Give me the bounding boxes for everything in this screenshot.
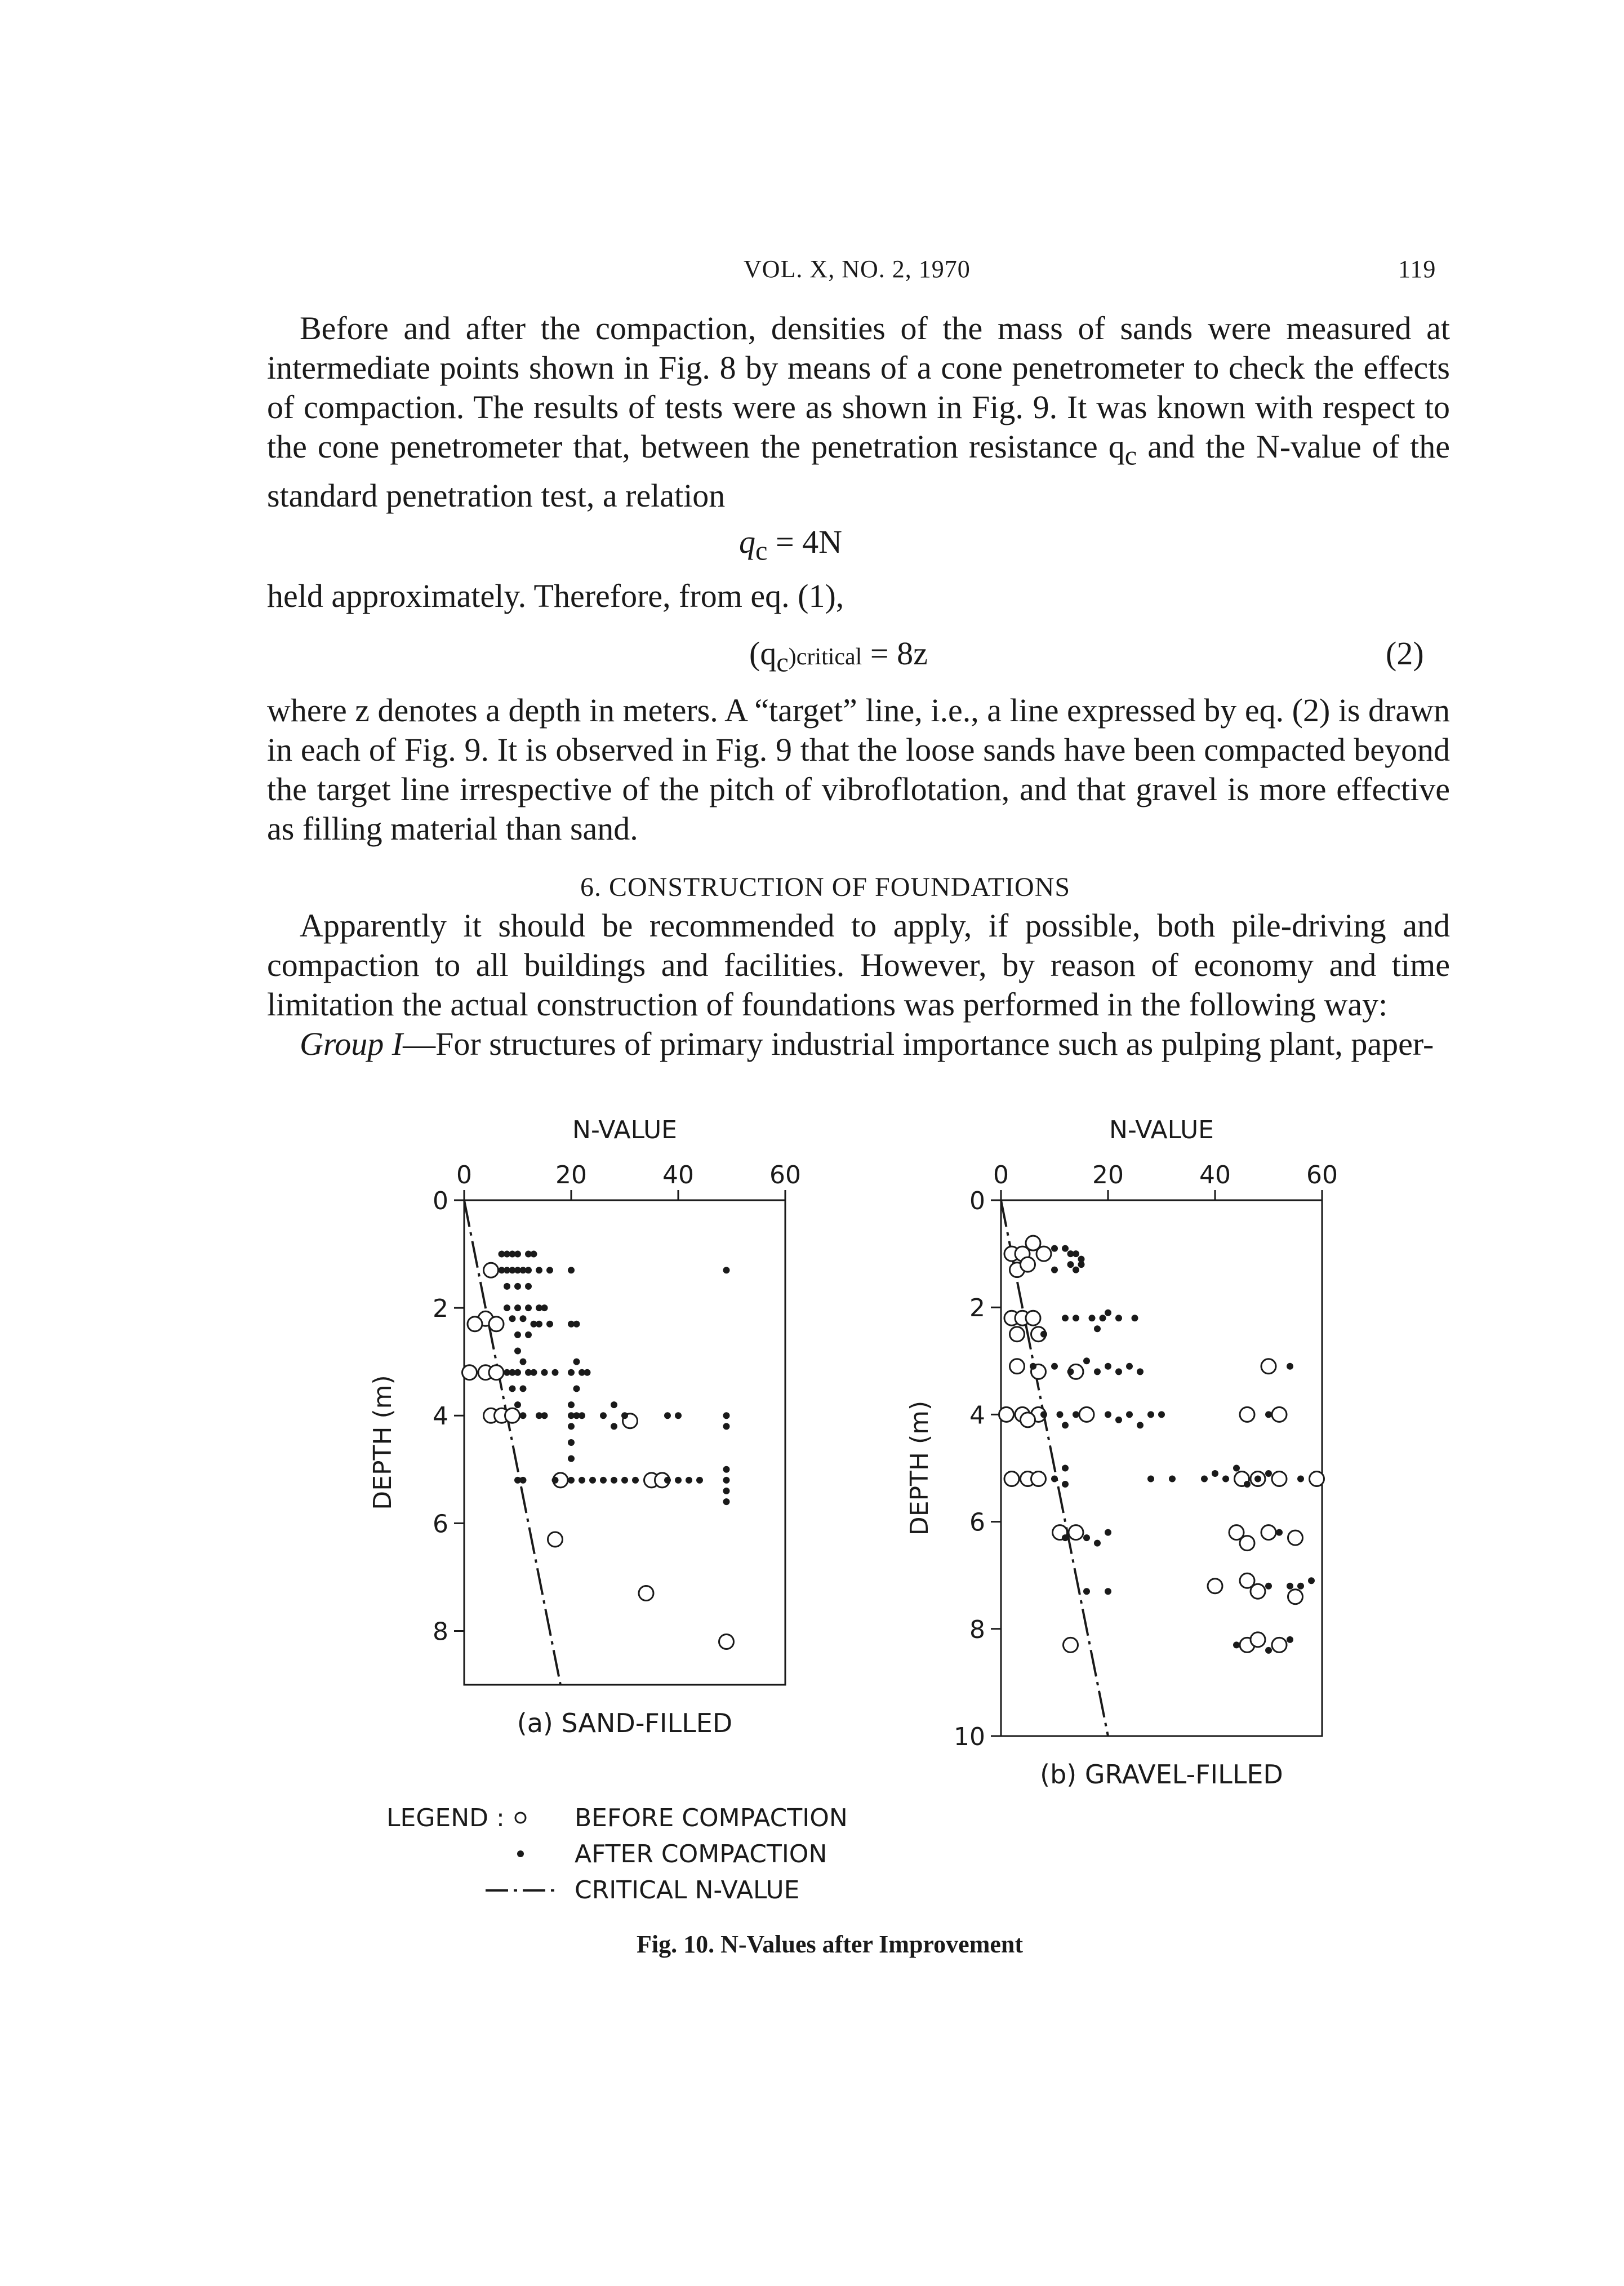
after-compaction-point [1040, 1331, 1047, 1338]
before-compaction-point [489, 1317, 504, 1331]
paragraph-held-approximately [267, 576, 1450, 616]
after-compaction-point [520, 1477, 527, 1484]
running-head-title: VOL. X, NO. 2, 1970 [744, 255, 971, 283]
before-compaction-point [1004, 1472, 1019, 1486]
before-compaction-point [489, 1365, 504, 1380]
after-compaction-point [509, 1385, 516, 1392]
y-tick-label: 2 [433, 1294, 448, 1324]
after-compaction-point [1169, 1476, 1176, 1482]
legend-circle-icon [515, 1813, 526, 1823]
y-tick-label: 2 [969, 1294, 985, 1323]
legend [386, 1804, 848, 1905]
paragraph-text: —For structures of primary industrial importance such as pulping plant, paper- [403, 1026, 1434, 1062]
after-compaction-point [568, 1455, 575, 1462]
after-compaction-point [1265, 1583, 1272, 1590]
after-compaction-point [1233, 1641, 1240, 1648]
before-compaction-point [999, 1407, 1014, 1422]
before-compaction-point [548, 1532, 563, 1547]
before-compaction-point [1272, 1472, 1287, 1486]
before-compaction-point [1069, 1525, 1083, 1540]
after-compaction-point [1308, 1577, 1315, 1584]
after-compaction-point [1078, 1261, 1085, 1268]
after-compaction-point [1062, 1465, 1069, 1472]
x-axis-title: N-VALUE [1109, 1116, 1214, 1144]
after-compaction-point [1287, 1363, 1293, 1370]
after-compaction-point [1105, 1411, 1111, 1418]
after-compaction-point [568, 1439, 575, 1446]
after-compaction-point [1297, 1476, 1304, 1482]
after-compaction-point [573, 1359, 580, 1365]
after-compaction-point [1265, 1647, 1272, 1654]
after-compaction-point [552, 1477, 559, 1484]
after-compaction-point [611, 1401, 617, 1408]
x-tick-label: 40 [662, 1161, 694, 1189]
after-compaction-point [1067, 1368, 1074, 1375]
panel-sand-filled [368, 1116, 801, 1738]
after-compaction-point [568, 1423, 575, 1430]
after-compaction-point [1222, 1476, 1229, 1482]
paragraph-text: where z denotes a depth in meters. A “target” line, i.e., a line expressed by eq. (2) is drawn in each of Fig. 9. It is observed in Fig. 9 that the loose sands have been compacted beyond the target line irrespective of the pitch of vibroflotation, and that gravel is more effective as filling material than sand. [267, 692, 1450, 847]
after-compaction-point [675, 1477, 682, 1484]
y-tick-label: 10 [954, 1723, 985, 1751]
after-compaction-point [723, 1488, 730, 1494]
after-compaction-point [686, 1477, 692, 1484]
after-compaction-point [664, 1477, 671, 1484]
after-compaction-point [525, 1331, 532, 1338]
x-tick-label: 60 [769, 1161, 801, 1189]
after-compaction-point [568, 1369, 575, 1376]
after-compaction-point [1137, 1368, 1144, 1375]
after-compaction-point [1083, 1588, 1090, 1595]
after-compaction-point [1147, 1411, 1154, 1418]
panel-gravel-filled [905, 1116, 1338, 1790]
after-compaction-point [1276, 1529, 1283, 1536]
legend-critical: CRITICAL N-VALUE [575, 1876, 800, 1905]
after-compaction-point [611, 1477, 617, 1484]
after-compaction-point [514, 1304, 521, 1311]
after-compaction-point [621, 1477, 628, 1484]
before-compaction-point [468, 1317, 482, 1331]
eq-sub: c [755, 536, 768, 566]
x-tick-label: 60 [1306, 1161, 1338, 1189]
after-compaction-point [504, 1304, 510, 1311]
eq-critical: )critical [788, 644, 862, 670]
after-compaction-point [579, 1412, 585, 1419]
after-compaction-point [1067, 1261, 1074, 1268]
y-tick-label: 6 [969, 1508, 985, 1537]
after-compaction-point [531, 1369, 537, 1376]
legend-dot-icon [517, 1850, 524, 1857]
after-compaction-point [568, 1477, 575, 1484]
before-compaction-point [1310, 1472, 1324, 1486]
paragraph-text: Apparently it should be recommended to apply, if possible, both pile-driving and compaction to all buildings and facilities. However, by reason of economy and time limitation the actual construction of foundations was performed in the following way: [267, 907, 1450, 1023]
eq-sub: c [776, 647, 789, 678]
after-compaction-point [1094, 1368, 1101, 1375]
after-compaction-point [611, 1423, 617, 1430]
equation-number: (2) [1386, 635, 1424, 672]
before-compaction-point [1031, 1472, 1046, 1486]
legend-before: BEFORE COMPACTION [575, 1804, 848, 1832]
after-compaction-point [1062, 1315, 1069, 1321]
before-compaction-point [1010, 1327, 1025, 1342]
after-compaction-point [514, 1348, 521, 1355]
after-compaction-point [1051, 1363, 1058, 1370]
y-tick-label: 6 [433, 1510, 448, 1539]
after-compaction-point [1287, 1636, 1293, 1643]
paragraph-text: held approximately. Therefore, from eq. (1), [267, 578, 844, 614]
before-compaction-point [1261, 1525, 1276, 1540]
before-compaction-point [1272, 1637, 1287, 1652]
x-tick-label: 20 [1092, 1161, 1124, 1189]
after-compaction-point [1115, 1417, 1122, 1423]
x-tick-label: 0 [993, 1161, 1009, 1189]
after-compaction-point [664, 1412, 671, 1419]
equation-1 [739, 523, 842, 567]
before-compaction-point [505, 1408, 520, 1423]
after-compaction-point [1158, 1411, 1165, 1418]
after-compaction-point [1083, 1357, 1090, 1364]
figure-n-values [0, 1104, 1624, 1983]
after-compaction-point [509, 1315, 516, 1322]
before-compaction-point [1079, 1407, 1094, 1422]
after-compaction-point [1073, 1267, 1079, 1273]
after-compaction-point [1051, 1267, 1058, 1273]
after-compaction-point [1062, 1534, 1069, 1541]
after-compaction-point [723, 1267, 730, 1273]
after-compaction-point [1094, 1325, 1101, 1332]
y-tick-label: 0 [433, 1187, 448, 1215]
paragraph-group-i [267, 1024, 1450, 1064]
after-compaction-point [568, 1267, 575, 1273]
before-compaction-point [1208, 1579, 1222, 1593]
after-compaction-point [1073, 1315, 1079, 1321]
before-compaction-point [1240, 1536, 1254, 1551]
after-compaction-point [600, 1477, 607, 1484]
after-compaction-point [1254, 1476, 1261, 1482]
after-compaction-point [541, 1369, 548, 1376]
after-compaction-point [1051, 1245, 1058, 1252]
after-compaction-point [531, 1251, 537, 1258]
after-compaction-point [1073, 1411, 1079, 1418]
paragraph-target-line [267, 691, 1450, 849]
x-tick-label: 20 [555, 1161, 587, 1189]
after-compaction-point [541, 1304, 548, 1311]
equation-2 [749, 634, 928, 678]
legend-title: LEGEND : [386, 1804, 505, 1832]
after-compaction-point [600, 1412, 607, 1419]
after-compaction-point [696, 1477, 703, 1484]
after-compaction-point [1212, 1470, 1218, 1477]
group-label: Group I [300, 1026, 403, 1062]
after-compaction-point [1083, 1534, 1090, 1541]
after-compaction-point [723, 1498, 730, 1505]
legend-after: AFTER COMPACTION [575, 1840, 827, 1868]
before-compaction-point [1021, 1413, 1035, 1427]
y-tick-label: 4 [969, 1401, 985, 1430]
before-compaction-point [1240, 1407, 1254, 1422]
plot-frame [1001, 1200, 1322, 1736]
after-compaction-point [514, 1369, 521, 1376]
after-compaction-point [1233, 1465, 1240, 1472]
after-compaction-point [589, 1477, 596, 1484]
after-compaction-point [573, 1321, 580, 1328]
before-compaction-point [1251, 1632, 1265, 1647]
after-compaction-point [552, 1369, 559, 1376]
after-compaction-point [1105, 1310, 1111, 1316]
after-compaction-point [514, 1401, 521, 1408]
after-compaction-point [536, 1321, 542, 1328]
after-compaction-point [525, 1283, 532, 1290]
after-compaction-point [1137, 1422, 1144, 1428]
panel-title: (a) SAND-FILLED [517, 1708, 733, 1738]
after-compaction-point [1244, 1481, 1251, 1488]
after-compaction-point [1062, 1245, 1069, 1252]
before-compaction-point [1021, 1257, 1035, 1272]
after-compaction-point [573, 1385, 580, 1392]
before-compaction-point [462, 1365, 477, 1380]
after-compaction-point [568, 1401, 575, 1408]
after-compaction-point [1062, 1481, 1069, 1488]
after-compaction-point [723, 1423, 730, 1430]
figure-caption: Fig. 10. N-Values after Improvement [637, 1930, 1023, 1958]
y-tick-label: 8 [433, 1617, 448, 1646]
paragraph-construction [267, 906, 1450, 1024]
before-compaction-point [1272, 1407, 1287, 1422]
subscript: c [1124, 441, 1137, 471]
eq-lhs: (q [749, 635, 777, 672]
critical-n-value-line [1001, 1200, 1108, 1736]
after-compaction-point [1051, 1476, 1058, 1482]
page-number: 119 [1398, 255, 1436, 283]
paragraph-text-tail: and the N-value of the standard penetration test, a relation [267, 428, 1450, 514]
after-compaction-point [520, 1315, 527, 1322]
after-compaction-point [621, 1412, 628, 1419]
after-compaction-point [723, 1466, 730, 1473]
after-compaction-point [1297, 1583, 1304, 1590]
after-compaction-point [1147, 1476, 1154, 1482]
after-compaction-point [1105, 1363, 1111, 1370]
before-compaction-point [639, 1586, 653, 1601]
after-compaction-point [723, 1412, 730, 1419]
after-compaction-point [541, 1412, 548, 1419]
after-compaction-point [1126, 1411, 1133, 1418]
after-compaction-point [1132, 1315, 1138, 1321]
eq-rhs: = 8z [862, 635, 928, 672]
before-compaction-point [1010, 1359, 1025, 1374]
after-compaction-point [514, 1251, 521, 1258]
before-compaction-point [1261, 1359, 1276, 1374]
panel-title: (b) GRAVEL-FILLED [1040, 1759, 1283, 1790]
after-compaction-point [1073, 1250, 1079, 1257]
after-compaction-point [525, 1304, 532, 1311]
after-compaction-point [1105, 1529, 1111, 1536]
after-compaction-point [1030, 1363, 1036, 1370]
before-compaction-point [1026, 1311, 1040, 1325]
before-compaction-point [1251, 1584, 1265, 1599]
before-compaction-point [1036, 1246, 1051, 1261]
y-axis-title: DEPTH (m) [368, 1375, 397, 1510]
after-compaction-point [1126, 1363, 1133, 1370]
after-compaction-point [525, 1267, 532, 1273]
after-compaction-point [675, 1412, 682, 1419]
after-compaction-point [1287, 1583, 1293, 1590]
before-compaction-point [1288, 1530, 1303, 1545]
x-tick-label: 40 [1199, 1161, 1231, 1189]
paragraph-compaction-tests [267, 309, 1450, 516]
after-compaction-point [632, 1477, 639, 1484]
before-compaction-point [484, 1263, 499, 1277]
after-compaction-point [520, 1385, 527, 1392]
x-axis-title: N-VALUE [572, 1116, 677, 1144]
after-compaction-point [504, 1283, 510, 1290]
after-compaction-point [1105, 1588, 1111, 1595]
after-compaction-point [1115, 1315, 1122, 1321]
after-compaction-point [520, 1359, 527, 1365]
after-compaction-point [514, 1331, 521, 1338]
after-compaction-point [520, 1412, 527, 1419]
after-compaction-point [1089, 1315, 1096, 1321]
after-compaction-point [1265, 1411, 1272, 1418]
after-compaction-point [514, 1283, 521, 1290]
after-compaction-point [1265, 1470, 1272, 1477]
after-compaction-point [579, 1477, 585, 1484]
after-compaction-point [1057, 1411, 1064, 1418]
y-tick-label: 0 [969, 1187, 985, 1215]
after-compaction-point [1115, 1368, 1122, 1375]
after-compaction-point [1100, 1315, 1106, 1321]
after-compaction-point [723, 1477, 730, 1484]
after-compaction-point [1094, 1540, 1101, 1547]
eq-rhs: = 4N [767, 523, 843, 560]
after-compaction-point [584, 1369, 591, 1376]
after-compaction-point [546, 1321, 553, 1328]
x-tick-label: 0 [456, 1161, 472, 1189]
after-compaction-point [1201, 1476, 1208, 1482]
before-compaction-point [1064, 1637, 1078, 1652]
section-heading: 6. CONSTRUCTION OF FOUNDATIONS [580, 872, 1071, 902]
after-compaction-point [1062, 1422, 1069, 1428]
paragraph-text: Before and after the compaction, densities of the mass of sands were measured at intermediate points shown in Fig. 8 by means of a cone penetrometer to check the effects of compaction. The results of tests were as shown in Fig. 9. It was known with respect to the cone penetrometer that, between the penetration resistance q [267, 310, 1450, 465]
y-axis-title: DEPTH (m) [905, 1400, 934, 1536]
after-compaction-point [546, 1267, 553, 1273]
after-compaction-point [1040, 1411, 1047, 1418]
before-compaction-point [719, 1635, 734, 1649]
y-tick-label: 8 [969, 1615, 985, 1644]
before-compaction-point [1288, 1590, 1303, 1604]
y-tick-label: 4 [433, 1402, 448, 1431]
after-compaction-point [536, 1267, 542, 1273]
eq-var: q [739, 523, 755, 560]
